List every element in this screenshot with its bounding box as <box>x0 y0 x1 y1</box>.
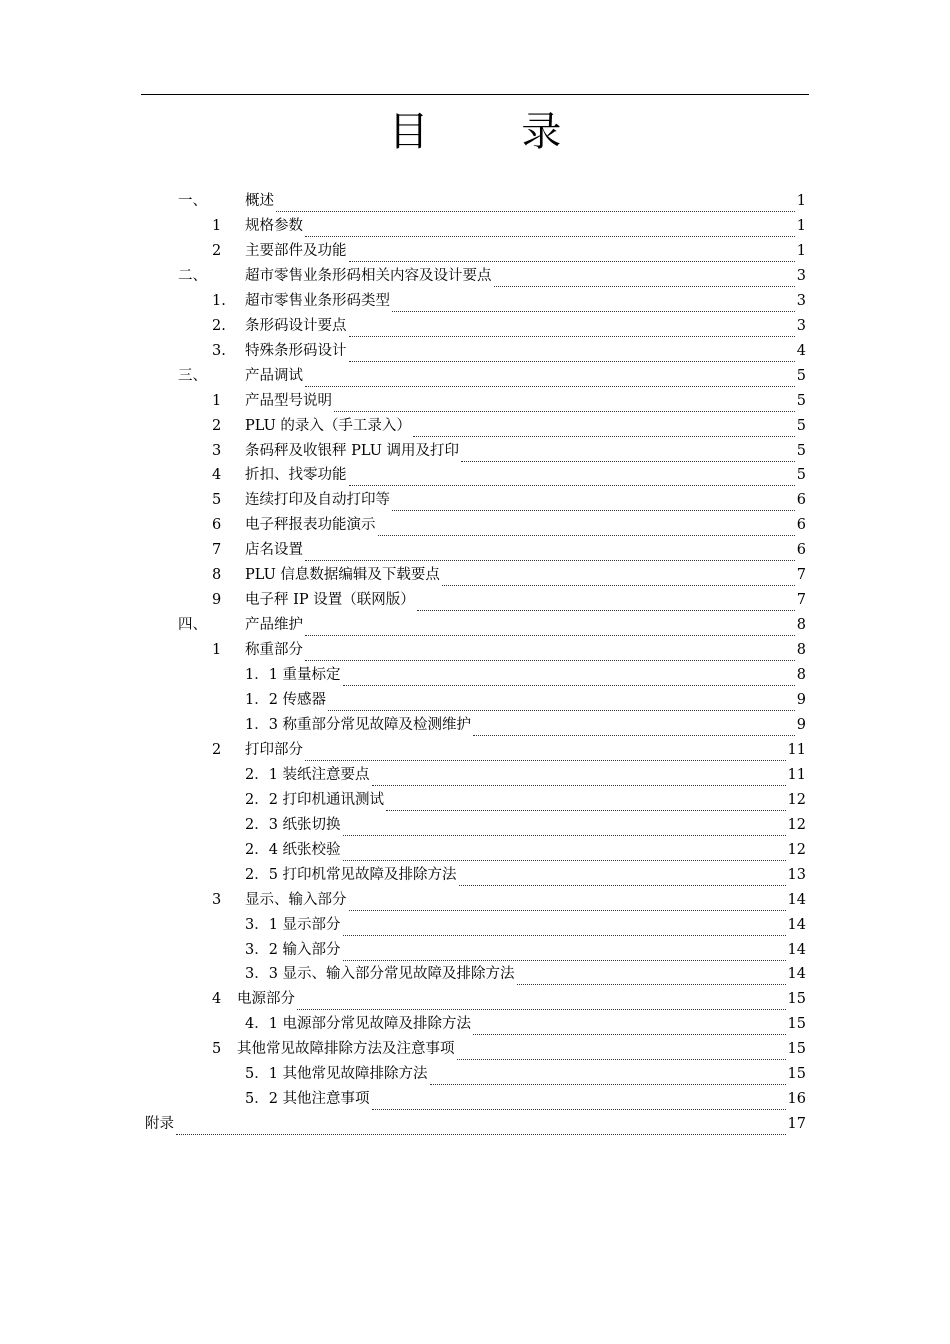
toc-entry-label: 主要部件及功能 <box>245 242 347 259</box>
toc-entry-page: 7 <box>796 567 806 584</box>
toc-entry[interactable] <box>212 439 806 464</box>
toc-entry-page: 11 <box>787 766 806 783</box>
toc-entry[interactable] <box>245 1012 806 1037</box>
toc-entry-page: 1 <box>796 217 806 234</box>
toc-entry[interactable] <box>245 913 806 938</box>
toc-entry-number: 3 <box>212 891 222 908</box>
toc-entry[interactable] <box>212 488 806 513</box>
toc-entry[interactable] <box>212 638 806 663</box>
toc-entry-label: 2．2 打印机通讯测试 <box>245 791 385 808</box>
toc-entry-label: 3．1 显示部分 <box>245 916 341 933</box>
toc-entry[interactable] <box>212 588 806 613</box>
toc-entry-page: 14 <box>787 916 806 933</box>
toc-entry-label: 连续打印及自动打印等 <box>245 492 390 509</box>
toc-entry-label: 产品调试 <box>245 367 303 384</box>
dot-leader <box>459 871 786 886</box>
toc-entry-page: 11 <box>787 741 806 758</box>
dot-leader <box>343 671 795 686</box>
dot-leader <box>349 347 795 362</box>
dot-leader <box>349 896 786 911</box>
toc-entry-number: 4 <box>212 991 222 1008</box>
toc-entry-label: 1．3 称重部分常见故障及检测维护 <box>245 716 472 733</box>
toc-entry-number: 8 <box>212 567 222 584</box>
dot-leader <box>392 496 795 511</box>
toc-entry[interactable] <box>212 513 806 538</box>
dot-leader <box>305 222 795 237</box>
toc-entry-label: 4．1 电源部分常见故障及排除方法 <box>245 1016 472 1033</box>
toc-entry-label: 概述 <box>245 193 274 209</box>
toc-entry[interactable] <box>212 339 806 364</box>
dot-leader <box>372 1095 786 1110</box>
toc-entry-number: 2 <box>212 417 222 434</box>
toc-entry-page: 13 <box>787 866 806 883</box>
dot-leader <box>305 646 795 661</box>
toc-entry[interactable] <box>212 214 806 239</box>
dot-leader <box>343 821 786 836</box>
toc-entry-number: 一、 <box>178 193 207 209</box>
dot-leader <box>343 921 786 936</box>
toc-entry[interactable] <box>245 813 806 838</box>
dot-leader <box>473 1020 785 1035</box>
dot-leader <box>457 1045 786 1060</box>
toc-entry-page: 1 <box>796 242 806 259</box>
toc-entry-page: 9 <box>796 692 806 708</box>
dot-leader <box>461 447 795 462</box>
toc-entry-page: 5 <box>796 367 806 384</box>
toc-entry-page: 14 <box>787 966 806 983</box>
toc-entry[interactable] <box>245 688 806 713</box>
dot-leader <box>328 696 795 711</box>
toc-entry-page: 5 <box>796 467 806 484</box>
toc-entry-label: 电子秤 IP 设置（联网版） <box>245 592 415 609</box>
toc-entry-label: 特殊条形码设计 <box>245 342 347 359</box>
toc-entry-number: 2 <box>212 741 222 758</box>
toc-entry-page: 3 <box>796 267 806 284</box>
toc-entry[interactable] <box>245 1087 806 1112</box>
toc-entry-page: 8 <box>796 667 806 684</box>
dot-leader <box>343 946 786 961</box>
toc-entry-number: 3 <box>212 442 222 459</box>
dot-leader <box>305 621 795 636</box>
dot-leader <box>176 1120 786 1135</box>
toc-entry[interactable] <box>212 1037 806 1062</box>
toc-entry-label: 店名设置 <box>245 542 303 559</box>
toc-entry-number: 5 <box>212 1041 222 1058</box>
toc-entry-label: 电子秤报表功能演示 <box>245 517 376 534</box>
toc-entry-number: 四、 <box>178 617 207 634</box>
toc-entry-page: 14 <box>787 941 806 958</box>
toc-entry-page: 3 <box>796 292 806 309</box>
dot-leader <box>305 546 795 561</box>
toc-entry[interactable] <box>178 189 806 214</box>
toc-entry-page: 5 <box>796 417 806 434</box>
toc-entry[interactable] <box>245 863 806 888</box>
toc-entry[interactable] <box>245 788 806 813</box>
toc-entry-label: 3．3 显示、输入部分常见故障及排除方法 <box>245 966 515 983</box>
dot-leader <box>442 571 795 586</box>
toc-entry-label: 5．2 其他注意事项 <box>245 1091 370 1108</box>
dot-leader <box>386 796 785 811</box>
toc-entry[interactable] <box>178 364 806 389</box>
toc-entry-label: 2．3 纸张切换 <box>245 816 341 833</box>
toc-entry-number: 1 <box>212 217 222 234</box>
toc-entry[interactable] <box>178 264 806 289</box>
dot-leader <box>343 846 786 861</box>
toc-entry[interactable] <box>245 938 806 963</box>
dot-leader <box>305 746 786 761</box>
toc-entry-label: 5．1 其他常见故障排除方法 <box>245 1066 428 1083</box>
toc-entry-label: 产品维护 <box>245 617 303 634</box>
toc-entry-number: 7 <box>212 542 222 559</box>
toc-entry-page: 12 <box>787 791 806 808</box>
dot-leader <box>473 721 795 736</box>
toc-entry[interactable] <box>212 463 806 488</box>
toc-entry-page: 6 <box>796 517 806 534</box>
toc-entry-label: 其他常见故障排除方法及注意事项 <box>237 1041 455 1058</box>
toc-entry-label: 1．1 重量标定 <box>245 667 341 684</box>
toc-entry-number: 3. <box>212 342 226 359</box>
dot-leader <box>378 521 795 536</box>
toc-entry-page: 1 <box>796 193 806 209</box>
toc-entry-page: 6 <box>796 492 806 509</box>
dot-leader <box>349 471 795 486</box>
dot-leader <box>413 422 795 437</box>
dot-leader <box>334 397 795 412</box>
toc-entry[interactable] <box>212 314 806 339</box>
dot-leader <box>392 297 795 312</box>
toc-entry[interactable] <box>212 563 806 588</box>
toc-entry-page: 16 <box>787 1091 806 1108</box>
toc-entry-number: 6 <box>212 517 222 534</box>
toc-entry-page: 17 <box>787 1116 806 1133</box>
toc-entry-number: 2 <box>212 242 222 259</box>
toc-entry-page: 8 <box>796 642 806 659</box>
toc-entry-label: PLU 信息数据编辑及下载要点 <box>245 567 440 584</box>
toc-entry-page: 12 <box>787 841 806 858</box>
toc-entry-page: 5 <box>796 442 806 459</box>
toc-entry-page: 4 <box>796 342 806 359</box>
toc-entry-page: 8 <box>796 617 806 634</box>
toc-entry-number: 5 <box>212 492 222 509</box>
toc-entry[interactable] <box>245 1062 806 1087</box>
toc-entry[interactable] <box>245 663 806 688</box>
toc-entry-label: 1．2 传感器 <box>245 692 327 708</box>
toc-entry[interactable] <box>145 1112 806 1137</box>
toc-entry-label: 3．2 输入部分 <box>245 941 341 958</box>
toc-entry-page: 15 <box>787 1016 806 1033</box>
toc-entry-label: 条形码设计要点 <box>245 317 347 334</box>
toc-entry-page: 7 <box>796 592 806 609</box>
toc-entry-label: 条码秤及收银秤 PLU 调用及打印 <box>245 442 460 459</box>
toc-entry-number: 三、 <box>178 367 207 384</box>
toc-entry[interactable] <box>212 289 806 314</box>
toc-entry-number: 9 <box>212 592 222 609</box>
toc-entry-page: 9 <box>796 716 806 733</box>
dot-leader <box>305 372 795 387</box>
dot-leader <box>349 247 795 262</box>
toc-entry-number: 1. <box>212 292 226 309</box>
toc-entry[interactable] <box>212 888 806 913</box>
toc-entry-page: 15 <box>787 991 806 1008</box>
toc-entry-label: 2．1 装纸注意要点 <box>245 766 370 783</box>
toc-entry-page: 15 <box>787 1041 806 1058</box>
dot-leader <box>349 322 795 337</box>
toc-entry-label: 超市零售业条形码类型 <box>245 292 390 309</box>
toc-entry[interactable] <box>212 414 806 439</box>
toc-entry-page: 3 <box>796 317 806 334</box>
toc-entry[interactable] <box>245 713 806 738</box>
dot-leader <box>276 197 795 212</box>
toc-entry[interactable] <box>245 763 806 788</box>
toc-entry[interactable] <box>212 239 806 264</box>
toc-entry-page: 5 <box>796 392 806 409</box>
toc-entry-label: 超市零售业条形码相关内容及设计要点 <box>245 267 492 284</box>
toc-entry-label: 规格参数 <box>245 217 303 234</box>
header-rule <box>141 94 809 95</box>
page-title: 目 录 <box>388 109 602 155</box>
toc-entry-label: 电源部分 <box>237 991 295 1008</box>
toc-entry-page: 14 <box>787 891 806 908</box>
toc-entry[interactable] <box>212 389 806 414</box>
toc-entry-number: 1 <box>212 642 222 659</box>
toc-entry[interactable] <box>178 613 806 638</box>
dot-leader <box>297 995 786 1010</box>
toc-entry-label: 附录 <box>145 1116 174 1133</box>
toc-entry-label: 2．5 打印机常见故障及排除方法 <box>245 866 457 883</box>
toc-entry-number: 2. <box>212 317 226 334</box>
toc-entry[interactable] <box>212 987 806 1012</box>
dot-leader <box>494 272 795 287</box>
toc-entry[interactable] <box>245 838 806 863</box>
toc-entry-page: 15 <box>787 1066 806 1083</box>
toc-entry[interactable] <box>245 962 806 987</box>
toc-entry-label: 显示、输入部分 <box>245 891 347 908</box>
toc-entry-label: 折扣、找零功能 <box>245 467 347 484</box>
toc-entry-label: 称重部分 <box>245 642 303 659</box>
dot-leader <box>417 596 795 611</box>
dot-leader <box>372 771 786 786</box>
dot-leader <box>430 1070 786 1085</box>
toc-entry-number: 二、 <box>178 267 207 284</box>
toc-entry-label: 打印部分 <box>245 741 303 758</box>
toc-entry-label: 产品型号说明 <box>245 392 332 409</box>
toc-entry-number: 1 <box>212 392 222 409</box>
toc-entry-number: 4 <box>212 467 222 484</box>
toc-entry[interactable] <box>212 738 806 763</box>
toc-entry-label: PLU 的录入（手工录入） <box>245 417 411 434</box>
toc-entry-page: 12 <box>787 816 806 833</box>
toc-entry-page: 6 <box>796 542 806 559</box>
toc-entry-label: 2．4 纸张校验 <box>245 841 341 858</box>
dot-leader <box>517 970 786 985</box>
toc-entry[interactable] <box>212 538 806 563</box>
